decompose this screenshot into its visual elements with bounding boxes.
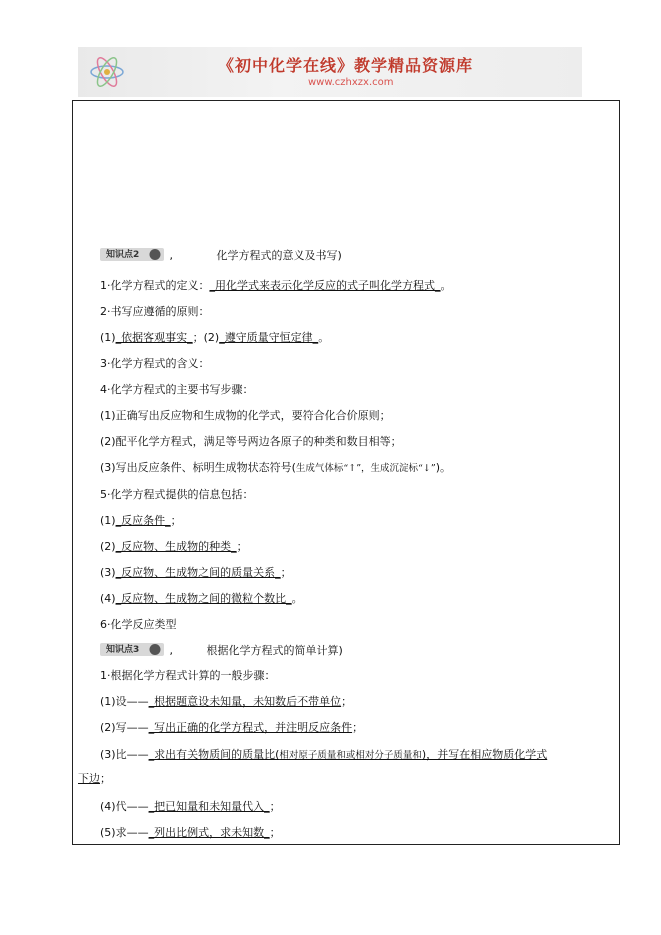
- text: ；: [341, 695, 353, 708]
- text: (2)写——: [100, 721, 149, 734]
- answer: _反应条件_: [115, 514, 171, 527]
- text: ；: [236, 540, 248, 553]
- info-4: [100, 592, 303, 606]
- text: (1): [100, 331, 116, 344]
- kp3-badge-label: 知识点3: [106, 645, 140, 655]
- info-3: [100, 566, 292, 580]
- text: 。: [318, 331, 330, 344]
- kp3-comma: ,: [169, 644, 173, 657]
- answer: )，并写在相应物质化学式: [421, 748, 548, 761]
- answer: 下边: [78, 772, 100, 785]
- step-2: (2)配平化学方程式，满足等号两边各原子的种类和数目相等；: [100, 435, 402, 448]
- text: 1·化学方程式的定义：: [100, 279, 210, 292]
- calc-step-1: [100, 695, 352, 709]
- item-principles: 2·书写应遵循的原则：: [100, 305, 210, 318]
- kp2-badge-label: 知识点2: [106, 250, 140, 260]
- answer: _反应物、生成物之间的微粒个数比_: [115, 592, 292, 605]
- info-1: [100, 514, 182, 528]
- item-info: 5·化学方程式提供的信息包括：: [100, 488, 254, 501]
- small-note: 生成气体标“↑”，生成沉淀标“↓”: [295, 463, 436, 474]
- answer: _写出正确的化学方程式，并注明反应条件: [148, 721, 353, 734]
- text: (3): [100, 566, 116, 579]
- kp3-title: 根据化学方程式的简单计算): [206, 644, 343, 657]
- text: (2): [100, 540, 116, 553]
- text: ；(2): [192, 331, 220, 344]
- text: 。: [440, 279, 452, 292]
- step-1: (1)正确写出反应物和生成物的化学式，要符合化合价原则；: [100, 409, 391, 422]
- answer: _依据客观事实_: [115, 331, 193, 344]
- calc-step-3-cont: [78, 772, 111, 786]
- text: )。: [435, 461, 452, 474]
- text: (4): [100, 592, 116, 605]
- calc-step-5: [100, 826, 281, 840]
- item-definition: [100, 279, 452, 293]
- calc-step-4: [100, 800, 281, 814]
- calc-step-2: [100, 721, 363, 735]
- calc-step-3: [100, 748, 547, 763]
- atom-logo-icon: [88, 53, 126, 91]
- answer: _用化学式来表示化学反应的式子叫化学方程式_: [209, 279, 441, 292]
- small-note: 相对原子质量和或相对分子质量和: [279, 750, 422, 761]
- step-3: [100, 461, 451, 476]
- section-heading-kp3: [100, 643, 343, 658]
- answer: _列出比例式，求未知数_: [148, 826, 270, 839]
- text: ；: [170, 514, 182, 527]
- text: (5)求——: [100, 826, 149, 839]
- item-reaction-types: 6·化学反应类型: [100, 618, 177, 631]
- answer: _反应物、生成物之间的质量关系_: [115, 566, 281, 579]
- answer: _求出有关物质间的质量比(: [148, 748, 280, 761]
- text: 。: [291, 592, 303, 605]
- text: (3)比——: [100, 748, 149, 761]
- text: ；: [269, 826, 281, 839]
- item-meaning: 3·化学方程式的含义：: [100, 357, 210, 370]
- section-heading-kp2: [100, 248, 342, 263]
- answer: _遵守质量守恒定律_: [219, 331, 319, 344]
- answer: _根据题意设未知量，未知数后不带单位: [148, 695, 342, 708]
- text: ；: [269, 800, 281, 813]
- answer: _反应物、生成物的种类_: [115, 540, 237, 553]
- text: ；: [280, 566, 292, 579]
- calc-steps: 1·根据化学方程式计算的一般步骤：: [100, 669, 276, 682]
- item-principles-answers: [100, 331, 329, 345]
- kp2-title: 化学方程式的意义及书写): [216, 249, 342, 262]
- text: (4)代——: [100, 800, 149, 813]
- text: (3)写出反应条件、标明生成物状态符号(: [100, 461, 296, 474]
- banner-url: www.czhxzx.com: [308, 77, 394, 88]
- text: (1)设——: [100, 695, 149, 708]
- text: ；: [100, 772, 111, 785]
- text: (1): [100, 514, 116, 527]
- text: ；: [352, 721, 364, 734]
- answer: _把已知量和未知量代入_: [148, 800, 270, 813]
- kp2-comma: ,: [169, 249, 173, 262]
- item-steps: 4·化学方程式的主要书写步骤：: [100, 383, 254, 396]
- info-2: [100, 540, 248, 554]
- banner-title: 《初中化学在线》教学精品资源库: [218, 56, 474, 75]
- header-banner: [78, 47, 582, 97]
